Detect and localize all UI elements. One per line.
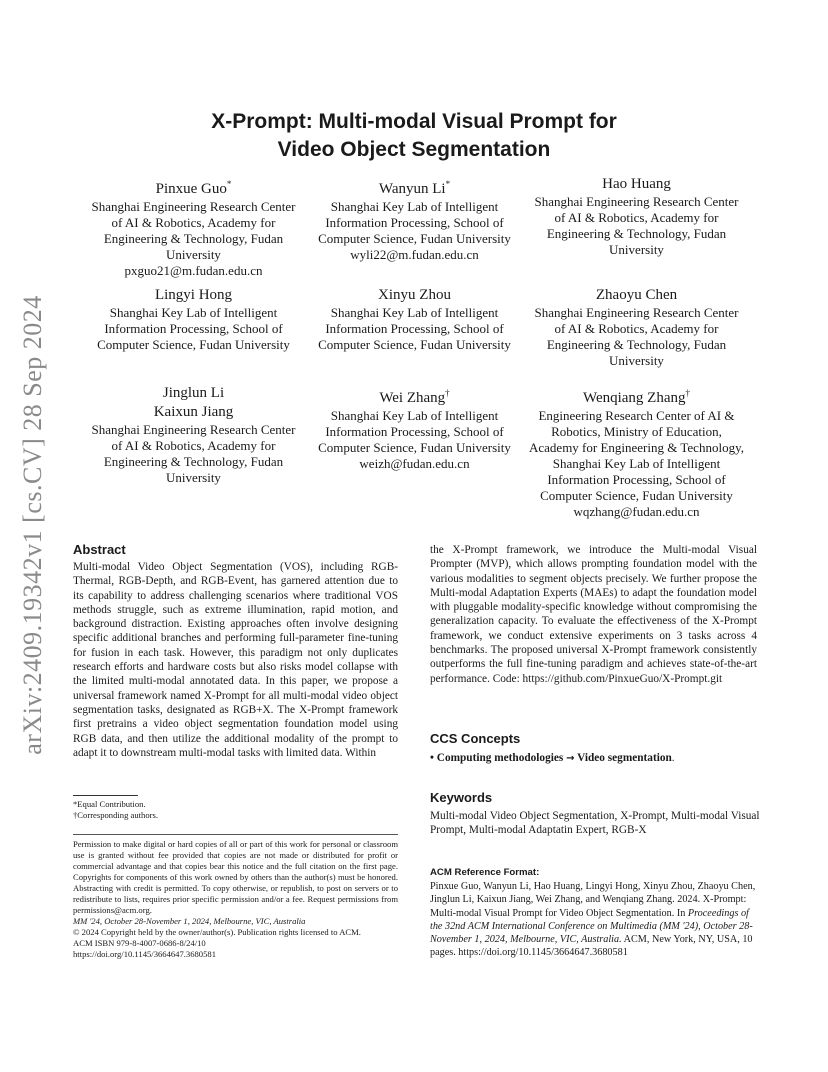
author-name: Zhaoyu Chen xyxy=(595,287,678,303)
paper-title xyxy=(0,108,828,164)
author-block xyxy=(307,286,522,353)
keywords-text: Multi-modal Video Object Segmentation, X-Prompt, Multi-modal Visual Prompt, Multi-modal Adaptatin Expert, RGB-X xyxy=(430,810,760,837)
title-line-2: Video Object Segmentation xyxy=(277,138,551,161)
author-affiliation: Shanghai Key Lab of Intelligent Information Processing, School of Computer Science, Fudan University xyxy=(318,305,511,352)
footnote-corresponding: †Corresponding authors. xyxy=(73,810,158,820)
author-block xyxy=(307,384,522,472)
author-block xyxy=(86,384,301,486)
author-email: wqzhang@fudan.edu.cn xyxy=(573,504,700,519)
arrow-right-icon: → xyxy=(566,753,575,764)
author-name: Lingyi Hong xyxy=(154,287,233,303)
author-email: pxguo21@m.fudan.edu.cn xyxy=(124,263,263,278)
author-affiliation: Shanghai Key Lab of Intelligent Information Processing, School of Computer Science, Fudan University xyxy=(97,305,290,352)
doi-line: https://doi.org/10.1145/3664647.3680581 xyxy=(73,949,216,959)
author-name: Xinyu Zhou xyxy=(378,287,451,303)
author-name: Hao Huang xyxy=(602,176,671,192)
author-name: Jinglun Li xyxy=(162,385,225,401)
title-line-1: X-Prompt: Multi-modal Visual Prompt for xyxy=(211,110,617,133)
venue-line: MM '24, October 28-November 1, 2024, Melbourne, VIC, Australia xyxy=(73,916,306,926)
footnote-equal: *Equal Contribution. xyxy=(73,799,146,809)
permission-block xyxy=(73,839,398,960)
acm-ref-proceedings: Proceedings of the 32nd ACM International Conference on Multimedia (MM '24), October 28-November 1, 2024, Melbourne, VIC, Australia. xyxy=(430,907,753,946)
acm-ref-publisher: ACM, New York, NY, USA, 10 pages. https://doi.org/10.1145/3664647.3680581 xyxy=(430,934,753,959)
author-mark: * xyxy=(445,179,451,189)
copyright-line: © 2024 Copyright held by the owner/author(s). Publication rights licensed to ACM. xyxy=(73,927,361,937)
isbn-line: ACM ISBN 979-8-4007-0686-8/24/10 xyxy=(73,938,206,948)
author-name: Wanyun Li xyxy=(378,181,446,197)
author-name: Pinxue Guo xyxy=(155,181,227,197)
ccs-right: Video segmentation xyxy=(577,752,672,764)
acm-reference xyxy=(430,880,760,960)
author-mark: * xyxy=(226,179,232,189)
acm-ref-heading: ACM Reference Format: xyxy=(430,867,540,878)
author-affiliation: Shanghai Engineering Research Center of AI & Robotics, Academy for Engineering & Technology, Fudan University xyxy=(91,422,296,485)
author-affiliation: Engineering Research Center of AI & Robotics, Ministry of Education, Academy for Engineering & Technology, Shanghai Key Lab of Intelligent Information Processing, School of Computer Science, Fudan University xyxy=(529,408,744,503)
abstract-text-left: Multi-modal Video Object Segmentation (VOS), including RGB-Thermal, RGB-Depth, and RGB-Event, has garnered attention due to its capability to address challenging scenarios where traditional VOS methods struggle, such as extreme illumination, rapid motion, and background distraction. Existing approaches often involve designing specific additional branches and performing full-parameter fine-tuning for fusion in each task. However, this paradigm not only duplicates research efforts and hardware costs but also risks model collapse with the limited multi-modal annotated data. In this paper, we propose a universal framework named X-Prompt for all multi-modal video object segmentation tasks, designated as RGB+X. The X-Prompt framework first pretrains a video object segmentation foundation model using RGB data, and then utilize the additional modality of the prompt to adapt it to downstream multi-modal tasks with limited data. Within xyxy=(73,561,398,759)
author-name-2: Kaixun Jiang xyxy=(153,404,234,420)
author-block xyxy=(529,175,744,258)
author-name: Wenqiang Zhang xyxy=(582,390,686,406)
abstract-heading: Abstract xyxy=(73,542,126,557)
author-block xyxy=(86,286,301,353)
author-affiliation: Shanghai Engineering Research Center of AI & Robotics, Academy for Engineering & Technology, Fudan University xyxy=(534,194,739,257)
keywords-heading: Keywords xyxy=(430,790,493,805)
permission-rule xyxy=(73,834,398,835)
author-affiliation: Shanghai Key Lab of Intelligent Information Processing, School of Computer Science, Fudan University xyxy=(318,408,511,455)
ccs-left: Computing methodologies xyxy=(436,752,564,764)
author-mark: † xyxy=(445,388,450,398)
ccs-concepts xyxy=(430,751,760,766)
arxiv-id: arXiv:2409.19342v1 [cs.CV] 28 Sep 2024 xyxy=(18,295,47,755)
ccs-bullet: • xyxy=(430,752,434,764)
author-name: Wei Zhang xyxy=(379,390,446,406)
footnote-rule xyxy=(73,795,138,796)
author-block xyxy=(529,286,744,369)
author-block xyxy=(307,175,522,263)
ccs-end: . xyxy=(671,752,675,764)
abstract-text-right: the X-Prompt framework, we introduce the Multi-modal Visual Prompter (MVP), which allows prompting foundation model with the various modalities to segment objects precisely. We further propose the Multi-modal Adaptation Experts (MAEs) to adapt the foundation model with pluggable modality-specific knowledge without compromising the generalization capacity. To evaluate the effectiveness of the X-Prompt framework, we conduct extensive experiments on 3 tasks across 4 benchmarks. The proposed universal X-Prompt framework consistently outperforms the full fine-tuning paradigm and achieves state-of-the-art performance. Code: https://github.com/PinxueGuo/X-Prompt.git xyxy=(430,544,757,685)
author-mark: † xyxy=(685,388,690,398)
author-email: weizh@fudan.edu.cn xyxy=(359,456,470,471)
ccs-heading: CCS Concepts xyxy=(430,731,521,746)
acm-ref-authors: Pinxue Guo, Wanyun Li, Hao Huang, Lingyi Hong, Xinyu Zhou, Zhaoyu Chen, Jinglun Li, Kaixun Jiang, Wei Zhang, and Wenqiang Zhang. 2024. X-Prompt: Multi-modal Visual Prompt for Video Object Segmentation. In xyxy=(430,881,756,919)
permission-text: Permission to make digital or hard copies of all or part of this work for personal or classroom use is granted without fee provided that copies are not made or distributed for profit or commercial advantage and that copies bear this notice and the full citation on the first page. Copyrights for components of this work owned by others than the author(s) must be honored. Abstracting with credit is permitted. To copy otherwise, or republish, to post on servers or to redistribute to lists, requires prior specific permission and/or a fee. Request permissions from permissions@acm.org. xyxy=(73,839,398,915)
author-affiliation: Shanghai Engineering Research Center of AI & Robotics, Academy for Engineering & Technology, Fudan University xyxy=(534,305,739,368)
author-email: wyli22@m.fudan.edu.cn xyxy=(350,247,479,262)
author-affiliation: Shanghai Key Lab of Intelligent Information Processing, School of Computer Science, Fudan University xyxy=(318,199,511,246)
arxiv-stamp xyxy=(18,290,48,760)
author-block xyxy=(529,384,744,520)
author-block xyxy=(86,175,301,279)
author-affiliation: Shanghai Engineering Research Center of AI & Robotics, Academy for Engineering & Technology, Fudan University xyxy=(91,199,296,262)
